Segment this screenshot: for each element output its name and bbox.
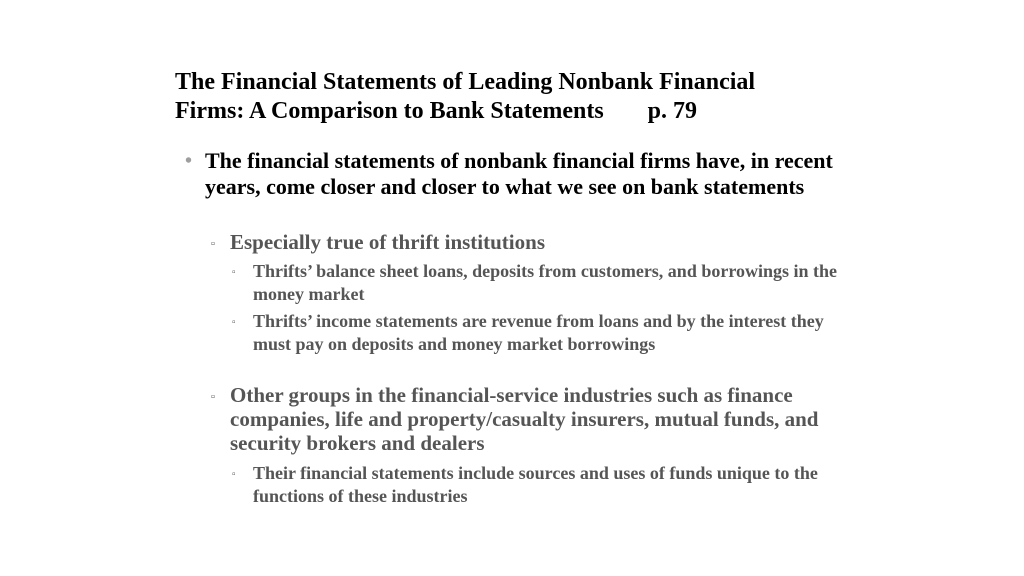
detail-bullet-income-statements-text: Thrifts’ income statements are revenue from loans and by the interest they must pay on deposits and money market borrowings bbox=[253, 311, 824, 354]
square-bullet-icon: ▫ bbox=[232, 469, 236, 480]
slide-title-line-2-text: Firms: A Comparison to Bank Statements bbox=[175, 98, 604, 124]
sub-bullet-other-groups bbox=[211, 383, 851, 455]
detail-bullet-sources-uses bbox=[232, 462, 842, 508]
square-bullet-icon: ▫ bbox=[232, 267, 236, 278]
detail-bullet-balance-sheet bbox=[232, 260, 842, 306]
main-bullet-text: The financial statements of nonbank financial firms have, in recent years, come closer and closer to what we see on bank statements bbox=[205, 148, 833, 199]
sub-bullet-other-groups-text: Other groups in the financial-service industries such as finance companies, life and property/casualty insurers, mutual funds, and security brokers and dealers bbox=[230, 383, 819, 455]
square-bullet-icon: ▫ bbox=[232, 317, 236, 328]
detail-bullet-balance-sheet-text: Thrifts’ balance sheet loans, deposits from customers, and borrowings in the money market bbox=[253, 261, 838, 304]
detail-bullet-sources-uses-text: Their financial statements include sources and uses of funds unique to the functions of these industries bbox=[253, 463, 818, 506]
page-reference: p. 79 bbox=[647, 98, 698, 124]
slide-title-line-1: The Financial Statements of Leading Nonbank Financial bbox=[175, 69, 756, 95]
slide-title-line-2 bbox=[175, 97, 895, 126]
square-bullet-icon: ▫ bbox=[211, 238, 215, 250]
square-bullet-icon: ▫ bbox=[211, 391, 215, 403]
slide-title bbox=[175, 68, 895, 126]
sub-bullet-thrifts bbox=[211, 230, 851, 254]
bullet-dot-icon: • bbox=[185, 150, 193, 172]
main-bullet bbox=[185, 148, 845, 200]
sub-bullet-thrifts-text: Especially true of thrift institutions bbox=[230, 230, 545, 254]
detail-bullet-income-statements bbox=[232, 310, 842, 356]
